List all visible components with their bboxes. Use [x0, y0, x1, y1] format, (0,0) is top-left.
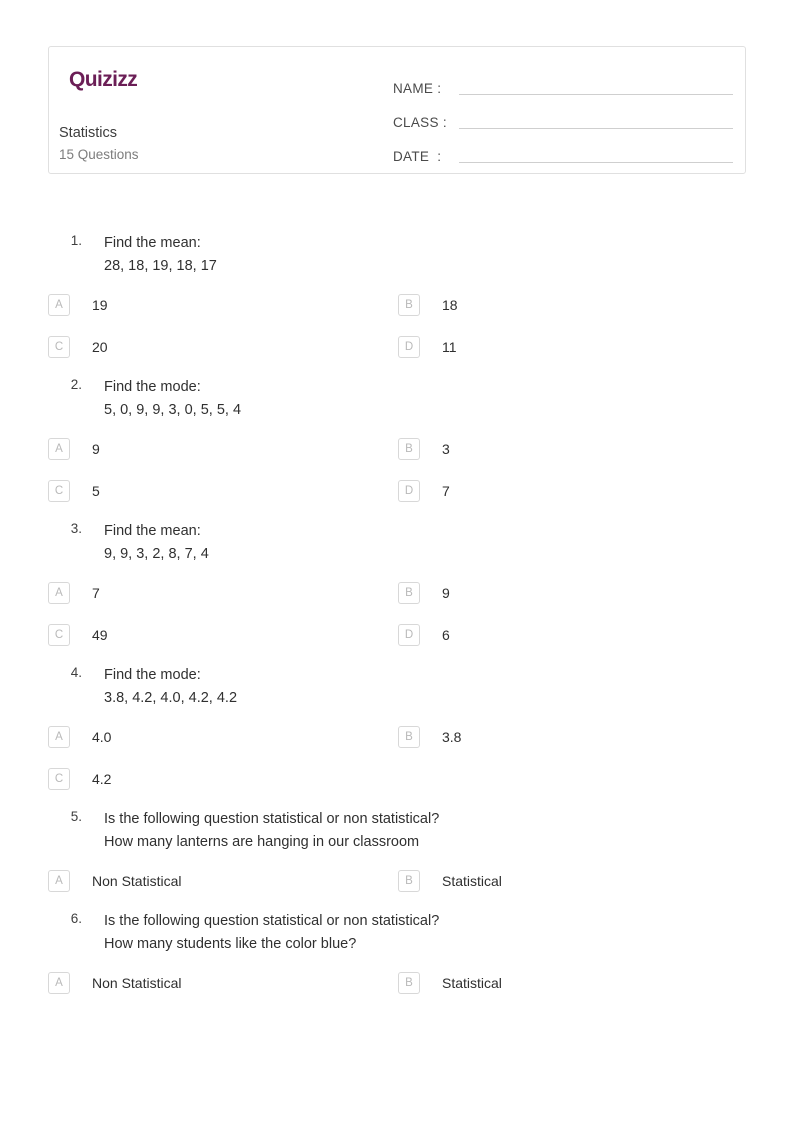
option-letter-badge: B: [398, 438, 420, 460]
question-block: [48, 910, 748, 1012]
header-fields: [393, 65, 733, 167]
question-number: 6.: [70, 910, 82, 926]
option-letter-badge: D: [398, 480, 420, 502]
class-field-input[interactable]: [459, 128, 733, 129]
answer-options: [48, 580, 748, 664]
date-field-input[interactable]: [459, 162, 733, 163]
question-header: [48, 520, 748, 567]
question-prompt-line-1: Is the following question statistical or non statistical?: [104, 912, 440, 929]
answer-option[interactable]: [398, 478, 748, 504]
option-text: 7: [92, 584, 100, 601]
option-text: Statistical: [442, 974, 502, 991]
option-letter-badge: A: [48, 582, 70, 604]
option-letter-badge: C: [48, 624, 70, 646]
question-number: 1.: [70, 233, 82, 248]
question-prompt-line-2: 28, 18, 19, 18, 17: [104, 258, 217, 275]
answer-option[interactable]: [48, 436, 398, 462]
question-number: 5.: [70, 808, 82, 824]
option-letter-badge: C: [48, 336, 70, 358]
question-prompt-line-1: Find the mode:: [104, 378, 201, 395]
answer-options: [48, 868, 748, 910]
question-text: [82, 910, 439, 957]
question-prompt-line-1: Is the following question statistical or non statistical?: [104, 810, 440, 827]
answer-option[interactable]: [48, 868, 398, 894]
question-header: [48, 808, 748, 855]
question-prompt-line-2: How many students like the color blue?: [104, 936, 357, 953]
answer-option[interactable]: [48, 334, 398, 360]
option-text: 9: [442, 584, 450, 601]
answer-option[interactable]: [398, 622, 748, 648]
answer-options: [48, 970, 748, 1012]
question-prompt-line-1: Find the mean:: [104, 235, 201, 251]
answer-option[interactable]: [48, 970, 398, 996]
option-letter-badge: C: [48, 480, 70, 502]
option-letter-badge: A: [48, 972, 70, 994]
option-letter-badge: B: [398, 870, 420, 892]
option-text: 49: [92, 626, 108, 643]
question-text: [82, 808, 439, 855]
questions-list: [48, 232, 748, 1012]
option-letter-badge: D: [398, 336, 420, 358]
question-prompt-line-2: 3.8, 4.2, 4.0, 4.2, 4.2: [104, 690, 238, 707]
date-field-row: [393, 133, 733, 167]
question-header: [48, 910, 748, 957]
option-letter-badge: A: [48, 294, 70, 316]
name-field-row: [393, 65, 733, 99]
question-header: [48, 664, 748, 711]
header-left-section: [49, 47, 399, 173]
question-header: [48, 376, 748, 423]
question-block: [48, 520, 748, 664]
option-text: 4.2: [92, 770, 112, 787]
option-text: 7: [442, 482, 450, 499]
question-prompt-line-2: How many lanterns are hanging in our classroom: [104, 834, 420, 851]
answer-option[interactable]: [398, 436, 748, 462]
option-letter-badge: B: [398, 972, 420, 994]
option-letter-badge: B: [398, 294, 420, 316]
answer-option[interactable]: [48, 766, 398, 792]
question-number: 2.: [70, 376, 82, 392]
answer-option[interactable]: [48, 478, 398, 504]
option-text: 3: [442, 440, 450, 457]
answer-option[interactable]: [398, 868, 748, 894]
answer-option[interactable]: [398, 334, 748, 360]
option-letter-badge: A: [48, 726, 70, 748]
worksheet-header-card: [48, 46, 746, 174]
option-text: Non Statistical: [92, 872, 182, 889]
answer-option[interactable]: [48, 292, 398, 318]
option-text: 5: [92, 482, 100, 499]
question-prompt-line-1: Find the mean:: [104, 522, 201, 539]
option-text: Statistical: [442, 872, 502, 889]
option-text: 20: [92, 338, 108, 355]
answer-options: [48, 292, 748, 376]
option-text: 3.8: [442, 728, 462, 745]
option-text: 11: [442, 338, 457, 355]
question-block: [48, 664, 748, 808]
option-text: 18: [442, 296, 458, 313]
answer-option[interactable]: [48, 622, 398, 648]
question-text: [82, 232, 217, 279]
quizizz-logo-text: Quizizz: [69, 68, 138, 91]
quizizz-logo: [69, 63, 379, 90]
worksheet-question-count: 15 Questions: [59, 147, 139, 162]
answer-option[interactable]: [48, 724, 398, 750]
question-text: [82, 376, 241, 423]
question-block: [48, 376, 748, 520]
option-text: 4.0: [92, 728, 112, 745]
option-letter-badge: D: [398, 624, 420, 646]
option-text: 19: [92, 296, 108, 313]
question-prompt-line-1: Find the mode:: [104, 666, 201, 683]
answer-option[interactable]: [398, 580, 748, 606]
answer-option[interactable]: [48, 580, 398, 606]
question-text: [82, 520, 209, 567]
question-prompt-line-2: 5, 0, 9, 9, 3, 0, 5, 5, 4: [104, 402, 242, 419]
question-prompt-line-2: 9, 9, 3, 2, 8, 7, 4: [104, 546, 209, 563]
option-letter-badge: B: [398, 582, 420, 604]
question-number: 3.: [70, 520, 82, 536]
answer-option[interactable]: [398, 724, 748, 750]
question-text: [82, 664, 237, 711]
class-field-row: [393, 99, 733, 133]
answer-option[interactable]: [398, 970, 748, 996]
answer-options: [48, 436, 748, 520]
option-text: Non Statistical: [92, 974, 182, 991]
question-block: [48, 232, 748, 376]
option-letter-badge: C: [48, 768, 70, 790]
question-block: [48, 808, 748, 910]
option-letter-badge: A: [48, 870, 70, 892]
date-field-label: DATE :: [393, 149, 442, 164]
option-text: 6: [442, 626, 450, 643]
worksheet-title: Statistics: [59, 125, 118, 141]
class-field-label: CLASS :: [393, 115, 447, 130]
answer-option[interactable]: [398, 292, 748, 318]
name-field-label: NAME :: [393, 81, 442, 96]
option-letter-badge: B: [398, 726, 420, 748]
answer-options: [48, 724, 748, 808]
question-header: [48, 232, 748, 279]
name-field-input[interactable]: [459, 94, 733, 95]
question-number: 4.: [70, 664, 82, 680]
option-text: 9: [92, 440, 100, 457]
option-letter-badge: A: [48, 438, 70, 460]
